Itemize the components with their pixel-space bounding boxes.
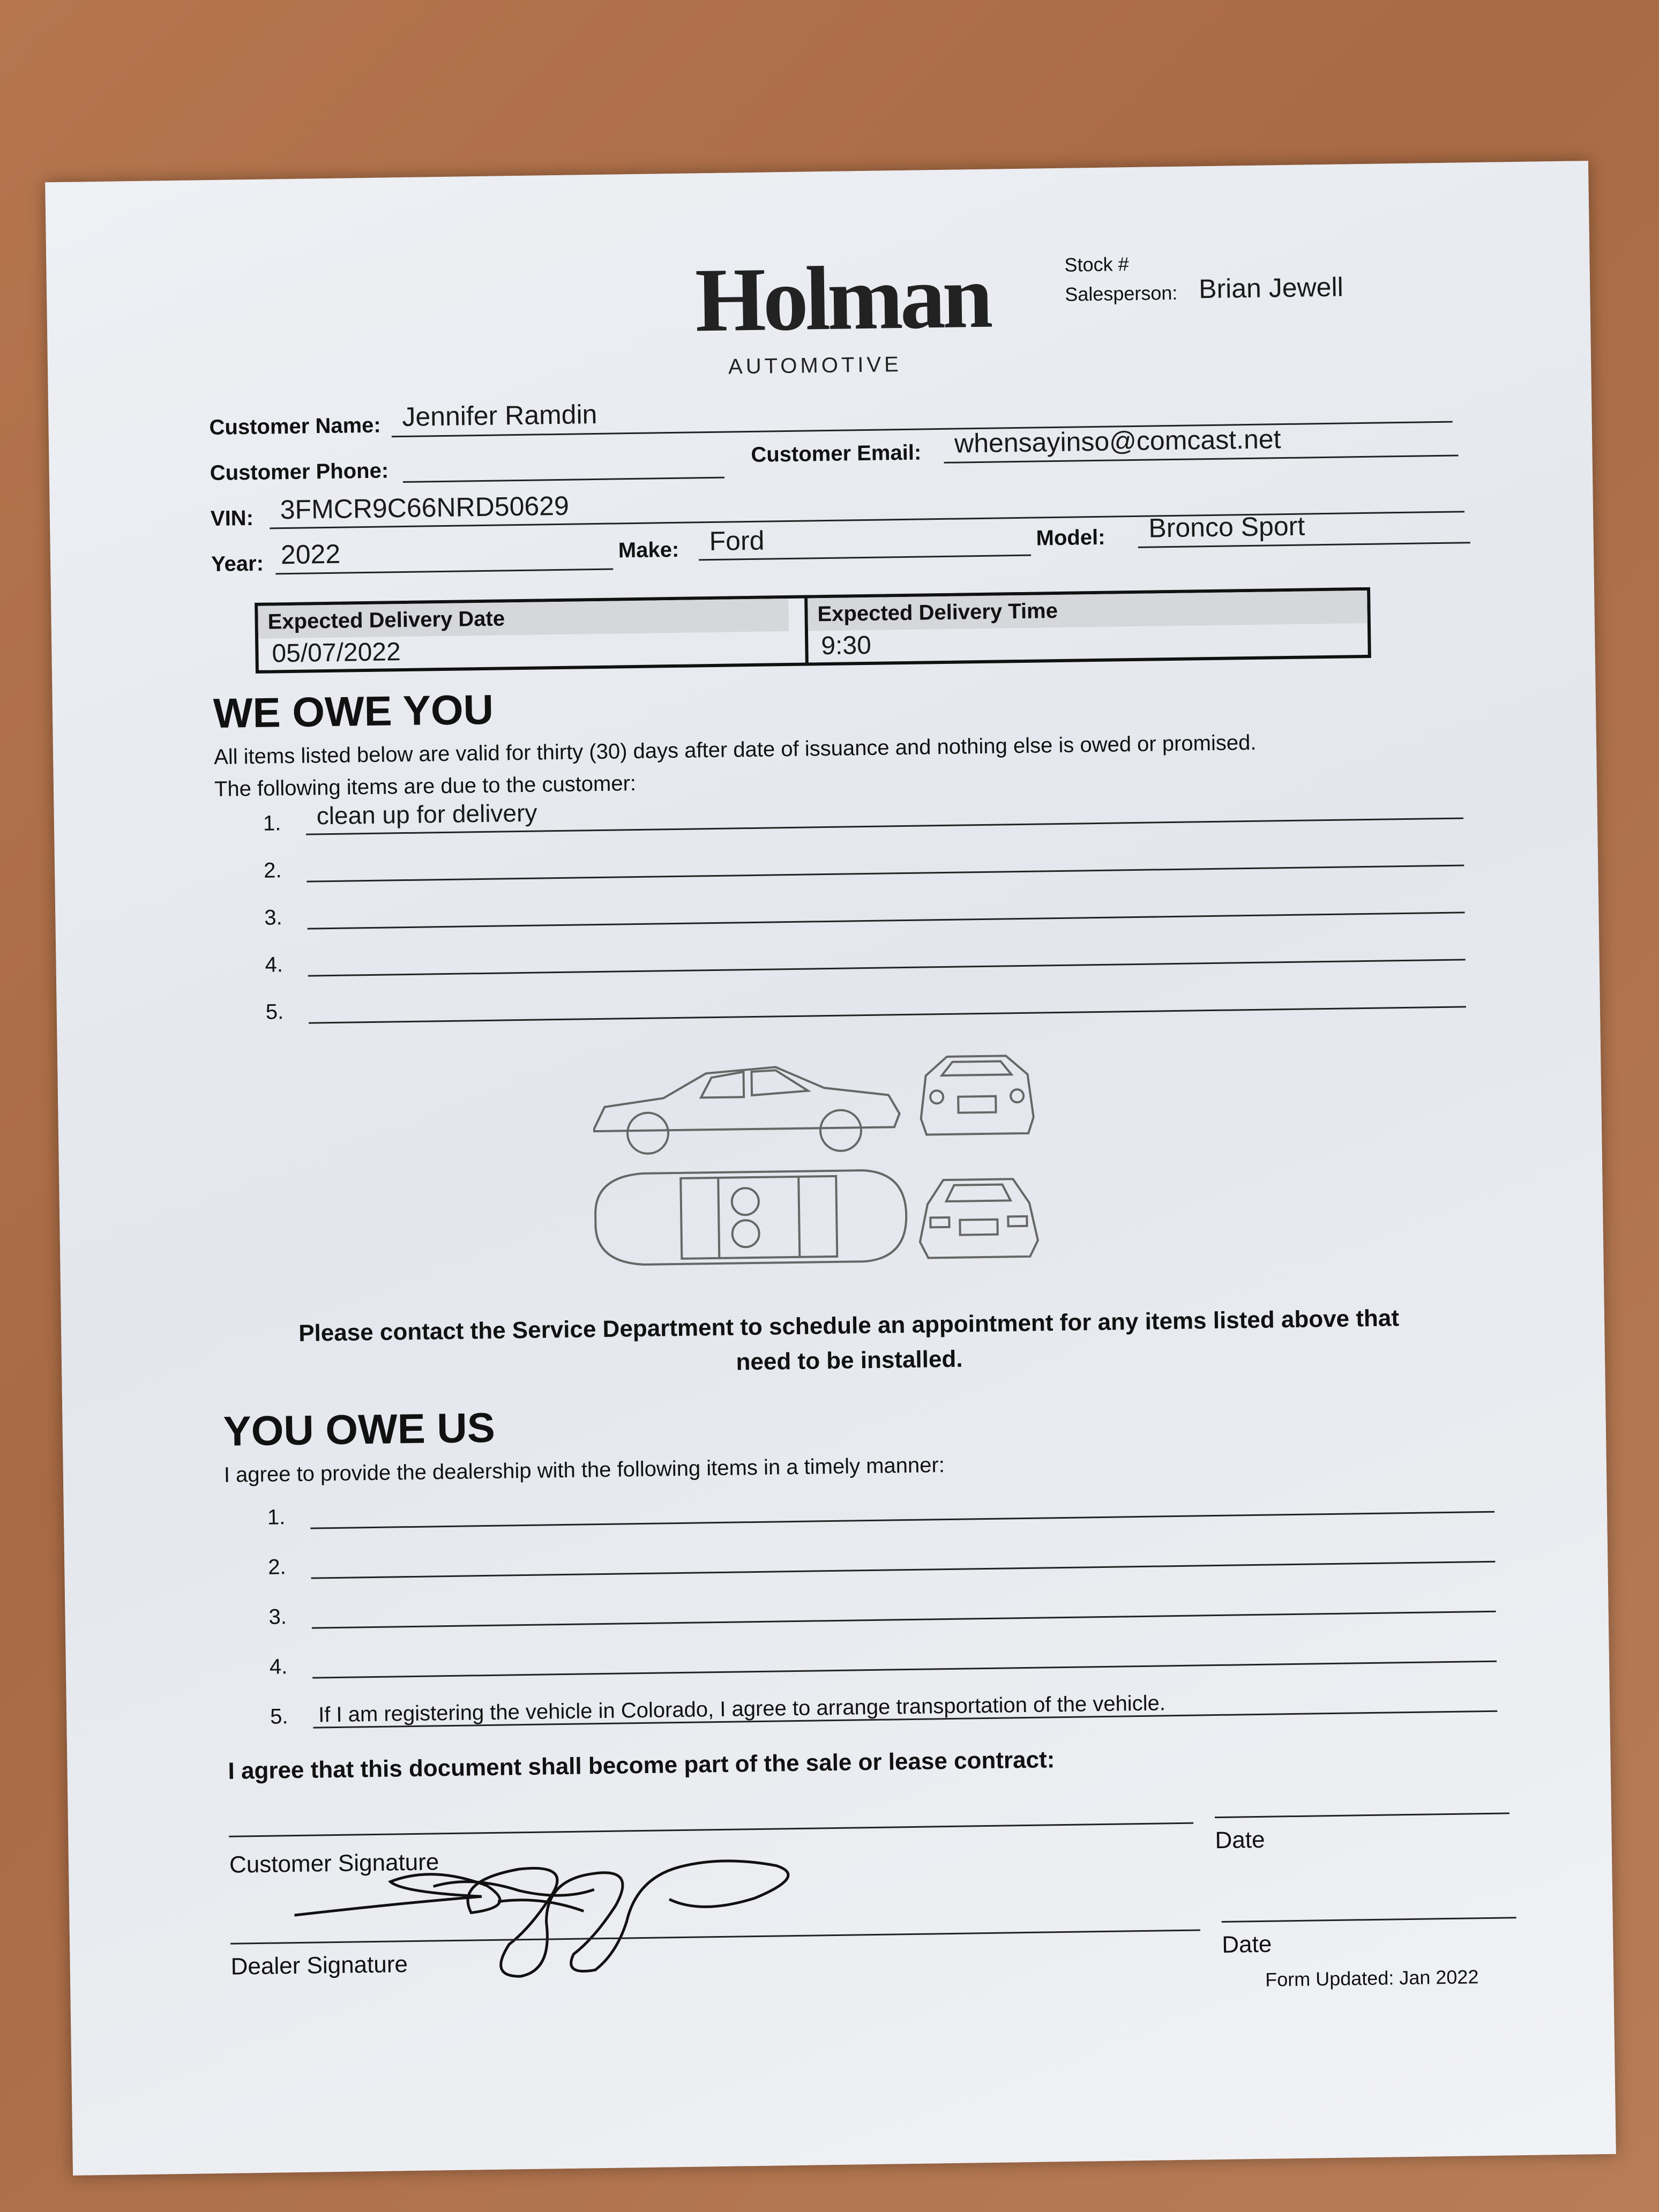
you-owe-line-4 <box>312 1661 1497 1679</box>
car-top-view-icon <box>595 1170 907 1265</box>
model-field[interactable]: Bronco Sport <box>1148 511 1305 543</box>
you-owe-line-3 <box>312 1611 1496 1629</box>
we-owe-num-3: 3. <box>264 906 283 930</box>
service-notice-line1: Please contact the Service Department to schedule an appointment for any items listed above that <box>298 1305 1400 1347</box>
you-owe-intro: I agree to provide the dealership with the following items in a timely manner: <box>223 1453 945 1487</box>
you-owe-num-5: 5. <box>270 1705 288 1729</box>
we-owe-heading: WE OWE YOU <box>213 685 494 737</box>
customer-email-label: Customer Email: <box>751 440 922 467</box>
year-label: Year: <box>211 551 264 577</box>
car-front-view-icon <box>920 1056 1034 1135</box>
we-owe-intro: The following items are due to the customer: <box>214 772 637 801</box>
customer-phone-label: Customer Phone: <box>210 459 389 485</box>
customer-signature-label: Customer Signature <box>229 1849 439 1878</box>
model-label: Model: <box>1036 525 1105 550</box>
you-owe-heading: YOU OWE US <box>223 1403 496 1455</box>
vin-label: VIN: <box>210 506 254 531</box>
delivery-date-label: Expected Delivery Date <box>258 599 789 639</box>
we-owe-line-5 <box>309 1006 1466 1023</box>
we-owe-validity: All items listed below are valid for thirty (30) days after date of issuance and nothing else is owed or promised. <box>213 730 1257 769</box>
you-owe-num-3: 3. <box>268 1605 287 1629</box>
agreement-statement: I agree that this document shall become part of the sale or lease contract: <box>228 1746 1055 1784</box>
you-owe-num-4: 4. <box>269 1655 288 1679</box>
customer-email-field[interactable]: whensayinso@comcast.net <box>954 424 1281 459</box>
delivery-box <box>255 587 1371 674</box>
we-owe-num-2: 2. <box>263 858 282 883</box>
form-paper <box>45 161 1616 2176</box>
customer-date-line[interactable] <box>1215 1812 1509 1818</box>
logo: Holman <box>694 245 991 351</box>
customer-date-label: Date <box>1215 1826 1265 1854</box>
we-owe-line-2 <box>307 864 1464 882</box>
you-owe-line-1 <box>310 1511 1494 1529</box>
delivery-date-field[interactable]: 05/07/2022 <box>272 638 401 668</box>
we-owe-line-4 <box>308 959 1466 976</box>
salesperson-value[interactable]: Brian Jewell <box>1198 272 1344 304</box>
you-owe-item-5: If I am registering the vehicle in Colorado, I agree to arrange transportation of the vehicle. <box>318 1691 1166 1727</box>
car-rear-view-icon <box>919 1179 1038 1258</box>
stock-label: Stock # <box>1064 253 1129 276</box>
dealer-date-label: Date <box>1221 1931 1272 1958</box>
logo-subtitle: AUTOMOTIVE <box>728 353 902 379</box>
make-field[interactable]: Ford <box>709 525 765 557</box>
make-label: Make: <box>618 537 679 563</box>
vehicle-diagram <box>582 1031 1068 1284</box>
we-owe-line-3 <box>308 911 1465 929</box>
dealer-signature-label: Dealer Signature <box>230 1951 408 1980</box>
vin-field[interactable]: 3FMCR9C66NRD50629 <box>280 490 570 525</box>
customer-signature-line[interactable] <box>229 1822 1193 1837</box>
service-notice-line2: need to be installed. <box>736 1346 963 1376</box>
we-owe-num-5: 5. <box>265 1000 284 1024</box>
customer-phone-line <box>403 477 724 483</box>
form-updated-note: Form Updated: Jan 2022 <box>1265 1966 1479 1991</box>
we-owe-item-1[interactable]: clean up for delivery <box>316 798 537 830</box>
salesperson-label: Salesperson: <box>1064 281 1178 305</box>
we-owe-num-1: 1. <box>263 811 281 835</box>
customer-name-field[interactable]: Jennifer Ramdin <box>401 399 597 432</box>
year-field[interactable]: 2022 <box>280 539 341 570</box>
delivery-time-label: Expected Delivery Time <box>808 591 1367 631</box>
you-owe-line-2 <box>311 1561 1496 1579</box>
you-owe-num-2: 2. <box>267 1555 286 1579</box>
we-owe-num-4: 4. <box>265 953 283 977</box>
car-side-view-icon <box>593 1065 900 1154</box>
customer-name-label: Customer Name: <box>209 413 381 440</box>
dealer-date-line[interactable] <box>1222 1917 1516 1923</box>
delivery-time-field[interactable]: 9:30 <box>821 631 872 661</box>
you-owe-num-1: 1. <box>267 1505 286 1529</box>
